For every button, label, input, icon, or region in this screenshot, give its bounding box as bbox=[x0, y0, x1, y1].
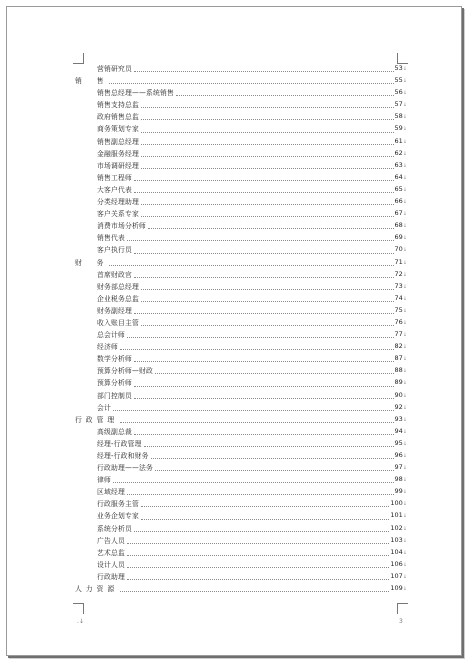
toc-entry-row[interactable] bbox=[73, 450, 407, 462]
dot-leader bbox=[141, 325, 394, 326]
toc-entry-row[interactable] bbox=[73, 123, 407, 135]
paragraph-mark-icon: ↓ bbox=[402, 259, 407, 266]
toc-page-number: 57↓ bbox=[394, 100, 407, 109]
toc-page-number: 101↓ bbox=[390, 511, 407, 520]
dot-leader bbox=[155, 470, 394, 471]
crop-mark-bottom-left bbox=[73, 603, 84, 614]
toc-entry-title: 行政助理——法务 bbox=[97, 464, 153, 473]
dot-leader bbox=[141, 301, 394, 302]
paragraph-mark-icon: ↓ bbox=[402, 138, 407, 145]
dot-leader bbox=[109, 265, 393, 266]
toc-page-number: 107↓ bbox=[390, 571, 407, 580]
toc-page-number: 55↓ bbox=[394, 76, 407, 85]
paragraph-mark-icon: ↓ bbox=[402, 513, 407, 520]
paragraph-mark-icon: ↓ bbox=[402, 416, 407, 423]
toc-page-number: 109↓ bbox=[390, 584, 407, 593]
toc-entry-row[interactable] bbox=[73, 438, 407, 450]
toc-entry-row[interactable] bbox=[73, 172, 407, 184]
paragraph-mark-icon: ↓ bbox=[402, 174, 407, 181]
toc-entry-title: 高级副总裁 bbox=[97, 427, 132, 436]
dot-leader bbox=[134, 434, 394, 435]
toc-entry-title: 部门控制员 bbox=[97, 391, 132, 400]
toc-entry-title: 设计人员 bbox=[97, 560, 125, 569]
toc-page-number: 67↓ bbox=[394, 209, 407, 218]
toc-page-number: 76↓ bbox=[394, 317, 407, 326]
dot-leader bbox=[141, 289, 394, 290]
toc-heading-row[interactable] bbox=[73, 583, 407, 595]
paragraph-mark-icon: ↓ bbox=[402, 537, 407, 544]
paragraph-mark-icon: ↓ bbox=[402, 344, 407, 351]
toc-entry-title: 财务部总经理 bbox=[97, 282, 139, 291]
toc-heading-row[interactable] bbox=[73, 414, 407, 426]
toc-entry-row[interactable] bbox=[73, 498, 407, 510]
paragraph-mark-icon: ↓ bbox=[402, 489, 407, 496]
paragraph-mark-icon: ↓ bbox=[402, 78, 407, 85]
dot-leader bbox=[141, 156, 394, 157]
toc-entry-row[interactable] bbox=[73, 87, 407, 99]
dot-leader bbox=[127, 494, 394, 495]
toc-entry-title: 销售代表 bbox=[97, 234, 125, 243]
paragraph-mark-icon: ↓ bbox=[402, 573, 407, 580]
toc-entry-row[interactable] bbox=[73, 329, 407, 341]
dot-leader bbox=[134, 253, 394, 254]
toc-entry-row[interactable] bbox=[73, 63, 407, 75]
paragraph-mark-icon: ↓ bbox=[402, 453, 407, 459]
toc-entry-row[interactable] bbox=[73, 402, 407, 414]
dot-leader bbox=[141, 119, 394, 120]
paragraph-mark-icon: ↓ bbox=[402, 392, 407, 399]
dot-leader bbox=[141, 107, 394, 108]
toc-entry-title: 业务企划专家 bbox=[97, 512, 139, 521]
toc-page-number: 62↓ bbox=[394, 148, 407, 157]
toc-entry-title: 律师 bbox=[97, 476, 111, 485]
toc-page-number: 66↓ bbox=[394, 197, 407, 206]
toc-entry-title: 政府销售总监 bbox=[97, 113, 139, 122]
toc-entry-row[interactable] bbox=[73, 523, 407, 535]
toc-entry-title: 行政管理 bbox=[75, 415, 119, 424]
toc-entry-title: 经理-行政管理 bbox=[97, 439, 142, 448]
toc-entry-title: 企业税务总监 bbox=[97, 294, 139, 303]
toc-page-number: 97↓ bbox=[394, 463, 407, 472]
toc-entry-row[interactable] bbox=[73, 474, 407, 486]
toc-page-number: 99↓ bbox=[394, 487, 407, 496]
paragraph-mark-icon: ↓ bbox=[402, 90, 407, 97]
paragraph-mark-icon: ↓ bbox=[402, 199, 407, 206]
toc-page-number: 104↓ bbox=[390, 547, 407, 556]
toc-page-number: 82↓ bbox=[394, 342, 407, 351]
dot-leader bbox=[127, 240, 394, 241]
toc-entry-title: 区域经理 bbox=[97, 488, 125, 497]
toc-entry-row[interactable] bbox=[73, 547, 407, 559]
dot-leader bbox=[141, 204, 394, 205]
paragraph-mark-icon: ↓ bbox=[402, 211, 407, 218]
dot-leader bbox=[134, 180, 394, 181]
dot-leader bbox=[127, 543, 389, 544]
toc-entry-title: 销售总经理——系统销售 bbox=[97, 89, 174, 98]
toc-entry-title: 大客户代表 bbox=[97, 185, 132, 194]
dot-leader bbox=[127, 337, 394, 338]
toc-entry-title: 销售工程师 bbox=[97, 173, 132, 182]
toc-entry-row[interactable] bbox=[73, 377, 407, 389]
toc-entry-row[interactable] bbox=[73, 305, 407, 317]
toc-page-number: 53↓ bbox=[394, 64, 407, 72]
dot-leader bbox=[134, 71, 394, 72]
toc-entry-row[interactable] bbox=[73, 232, 407, 244]
toc-entry-row[interactable] bbox=[73, 269, 407, 281]
paragraph-mark-icon: ↓ bbox=[402, 102, 407, 109]
toc-entry-row[interactable] bbox=[73, 571, 407, 583]
paragraph-mark-icon: ↓ bbox=[402, 235, 407, 242]
toc-entry-row[interactable] bbox=[73, 99, 407, 111]
paragraph-mark-icon: ↓ bbox=[402, 525, 407, 532]
dot-leader bbox=[141, 132, 394, 133]
document-page bbox=[6, 6, 462, 656]
dot-leader bbox=[134, 192, 394, 193]
toc-entry-title: 财务副经理 bbox=[97, 306, 132, 315]
toc-entry-title: 消费市场分析师 bbox=[97, 222, 146, 231]
toc-entry-title: 预算分析师—财政 bbox=[97, 367, 153, 376]
toc-page-number: 77↓ bbox=[394, 330, 407, 339]
toc-page-number: 103↓ bbox=[390, 535, 407, 544]
paragraph-mark-icon: ↓ bbox=[402, 186, 407, 193]
toc-entry-row[interactable] bbox=[73, 365, 407, 377]
toc-page-number: 65↓ bbox=[394, 184, 407, 193]
dot-leader bbox=[127, 579, 389, 580]
toc-page-number: 100↓ bbox=[390, 499, 407, 508]
toc-page-number: 61↓ bbox=[394, 136, 407, 145]
toc-entry-row[interactable] bbox=[73, 220, 407, 232]
paragraph-mark-icon: ↓ bbox=[402, 126, 407, 133]
toc-page-number: 70↓ bbox=[394, 245, 407, 254]
toc-heading-row[interactable] bbox=[73, 257, 407, 269]
toc-page-number: 94↓ bbox=[394, 426, 407, 435]
toc-entry-title: 销售支持总监 bbox=[97, 101, 139, 110]
dot-leader bbox=[109, 83, 393, 84]
paragraph-mark-icon: ↓ bbox=[402, 271, 407, 278]
toc-page-number: 106↓ bbox=[390, 559, 407, 568]
dot-leader bbox=[176, 95, 394, 96]
paragraph-mark-icon: ↓ bbox=[402, 368, 407, 375]
dot-leader bbox=[141, 216, 394, 217]
dot-leader bbox=[113, 482, 394, 483]
paragraph-mark-icon: ↓ bbox=[402, 477, 407, 484]
toc-entry-row[interactable] bbox=[73, 293, 407, 305]
paragraph-mark-icon: ↓ bbox=[402, 307, 407, 314]
footer-paragraph-mark: .↓ bbox=[77, 618, 84, 625]
toc-entry-row[interactable] bbox=[73, 486, 407, 498]
toc-entry-row[interactable] bbox=[73, 281, 407, 293]
paragraph-mark-icon: ↓ bbox=[402, 319, 407, 326]
toc-page-number: 58↓ bbox=[394, 112, 407, 121]
dot-leader bbox=[144, 446, 394, 447]
toc-entry-row[interactable] bbox=[73, 244, 407, 256]
paragraph-mark-icon: ↓ bbox=[402, 440, 407, 447]
paragraph-mark-icon: ↓ bbox=[402, 561, 407, 568]
toc-entry-row[interactable] bbox=[73, 111, 407, 123]
toc-page-number: 102↓ bbox=[390, 523, 407, 532]
toc-entry-title: 金融服务经理 bbox=[97, 149, 139, 158]
toc-page-number: 95↓ bbox=[394, 438, 407, 447]
toc-entry-row[interactable] bbox=[73, 535, 407, 547]
toc-page-number: 73↓ bbox=[394, 281, 407, 290]
toc-entry-title: 财 务 bbox=[75, 258, 108, 267]
dot-leader bbox=[127, 567, 389, 568]
dot-leader bbox=[120, 422, 393, 423]
paragraph-mark-icon: ↓ bbox=[402, 356, 407, 363]
dot-leader bbox=[120, 349, 394, 350]
dot-leader bbox=[155, 373, 394, 374]
toc-entry-title: 会计 bbox=[97, 403, 111, 412]
toc-entry-title: 客户执行员 bbox=[97, 246, 132, 255]
toc-entry-row[interactable] bbox=[73, 559, 407, 571]
paragraph-mark-icon: ↓ bbox=[402, 428, 407, 435]
toc-entry-row[interactable] bbox=[73, 196, 407, 208]
dot-leader bbox=[134, 386, 394, 387]
toc-page-number: 56↓ bbox=[394, 88, 407, 97]
dot-leader bbox=[141, 519, 389, 520]
toc-page-number: 59↓ bbox=[394, 124, 407, 133]
toc-entry-title: 首席财政官 bbox=[97, 270, 132, 279]
paragraph-mark-icon: ↓ bbox=[402, 332, 407, 339]
toc-page-number: 71↓ bbox=[394, 257, 407, 266]
toc-page-number: 93↓ bbox=[394, 414, 407, 423]
toc-entry-title: 经济师 bbox=[97, 343, 118, 352]
toc-entry-title: 经理-行政和财务 bbox=[97, 452, 149, 460]
dot-leader bbox=[141, 144, 394, 145]
paragraph-mark-icon: ↓ bbox=[402, 223, 407, 230]
toc-entry-title: 收入账目主管 bbox=[97, 318, 139, 327]
table-of-contents bbox=[73, 63, 407, 595]
crop-mark-bottom-right bbox=[397, 603, 408, 614]
toc-page-number: 69↓ bbox=[394, 233, 407, 242]
toc-entry-title: 人力资源 bbox=[75, 585, 119, 594]
toc-entry-row[interactable] bbox=[73, 136, 407, 148]
dot-leader bbox=[141, 506, 389, 507]
toc-page-number: 98↓ bbox=[394, 475, 407, 484]
toc-entry-row[interactable] bbox=[73, 148, 407, 160]
toc-page-number: 87↓ bbox=[394, 354, 407, 363]
dot-leader bbox=[134, 531, 389, 532]
toc-page-number: 72↓ bbox=[394, 269, 407, 278]
toc-entry-title: 预算分析师 bbox=[97, 379, 132, 388]
toc-entry-title: 广告人员 bbox=[97, 536, 125, 545]
paragraph-mark-icon: ↓ bbox=[402, 380, 407, 387]
toc-entry-row[interactable] bbox=[73, 184, 407, 196]
dot-leader bbox=[134, 277, 394, 278]
toc-entry-title: 销售副总经理 bbox=[97, 137, 139, 146]
toc-entry-title: 商务策划专家 bbox=[97, 125, 139, 134]
toc-entry-title: 行政助理 bbox=[97, 572, 125, 581]
toc-entry-title: 分类经理助理 bbox=[97, 198, 139, 207]
toc-entry-title: 市场调研经理 bbox=[97, 161, 139, 170]
toc-entry-row[interactable] bbox=[73, 510, 407, 522]
paragraph-mark-icon: ↓ bbox=[402, 162, 407, 169]
toc-page-number: 90↓ bbox=[394, 390, 407, 399]
dot-leader bbox=[120, 591, 389, 592]
dot-leader bbox=[148, 228, 394, 229]
toc-page-number: 92↓ bbox=[394, 402, 407, 411]
toc-entry-row[interactable] bbox=[73, 426, 407, 438]
paragraph-mark-icon: ↓ bbox=[402, 66, 407, 72]
toc-entry-title: 行政服务主管 bbox=[97, 500, 139, 509]
dot-leader bbox=[134, 313, 394, 314]
toc-page-number: 63↓ bbox=[394, 160, 407, 169]
toc-entry-row[interactable] bbox=[73, 390, 407, 402]
toc-entry-row[interactable] bbox=[73, 208, 407, 220]
toc-page-number: 74↓ bbox=[394, 293, 407, 302]
toc-entry-row[interactable] bbox=[73, 341, 407, 353]
footer-page-number: 3 bbox=[399, 618, 403, 625]
dot-leader bbox=[134, 398, 394, 399]
toc-page-number: 96↓ bbox=[394, 451, 407, 459]
toc-page-number: 89↓ bbox=[394, 378, 407, 387]
paragraph-mark-icon: ↓ bbox=[402, 549, 407, 556]
dot-leader bbox=[151, 458, 394, 459]
toc-entry-title: 艺术总监 bbox=[97, 548, 125, 557]
paragraph-mark-icon: ↓ bbox=[402, 295, 407, 302]
toc-entry-row[interactable] bbox=[73, 317, 407, 329]
dot-leader bbox=[113, 410, 394, 411]
paragraph-mark-icon: ↓ bbox=[402, 586, 407, 593]
toc-entry-title: 数学分析师 bbox=[97, 355, 132, 364]
toc-entry-row[interactable] bbox=[73, 462, 407, 474]
paragraph-mark-icon: ↓ bbox=[402, 501, 407, 508]
toc-page-number: 75↓ bbox=[394, 305, 407, 314]
toc-entry-title: 客户关系专家 bbox=[97, 210, 139, 219]
dot-leader bbox=[134, 361, 394, 362]
dot-leader bbox=[141, 168, 394, 169]
paragraph-mark-icon: ↓ bbox=[402, 404, 407, 411]
toc-entry-title: 总会计师 bbox=[97, 331, 125, 340]
toc-heading-row[interactable] bbox=[73, 75, 407, 87]
toc-page-number: 68↓ bbox=[394, 221, 407, 230]
paragraph-mark-icon: ↓ bbox=[402, 150, 407, 157]
toc-page-number: 88↓ bbox=[394, 366, 407, 375]
toc-entry-title: 营销研究员 bbox=[97, 65, 132, 73]
toc-page-number: 64↓ bbox=[394, 172, 407, 181]
dot-leader bbox=[127, 555, 389, 556]
toc-entry-row[interactable] bbox=[73, 353, 407, 365]
toc-entry-row[interactable] bbox=[73, 160, 407, 172]
paragraph-mark-icon: ↓ bbox=[402, 247, 407, 254]
paragraph-mark-icon: ↓ bbox=[402, 465, 407, 472]
paragraph-mark-icon: ↓ bbox=[402, 283, 407, 290]
paragraph-mark-icon: ↓ bbox=[402, 114, 407, 121]
toc-entry-title: 销 售 bbox=[75, 77, 108, 86]
toc-entry-title: 系统分析员 bbox=[97, 524, 132, 533]
